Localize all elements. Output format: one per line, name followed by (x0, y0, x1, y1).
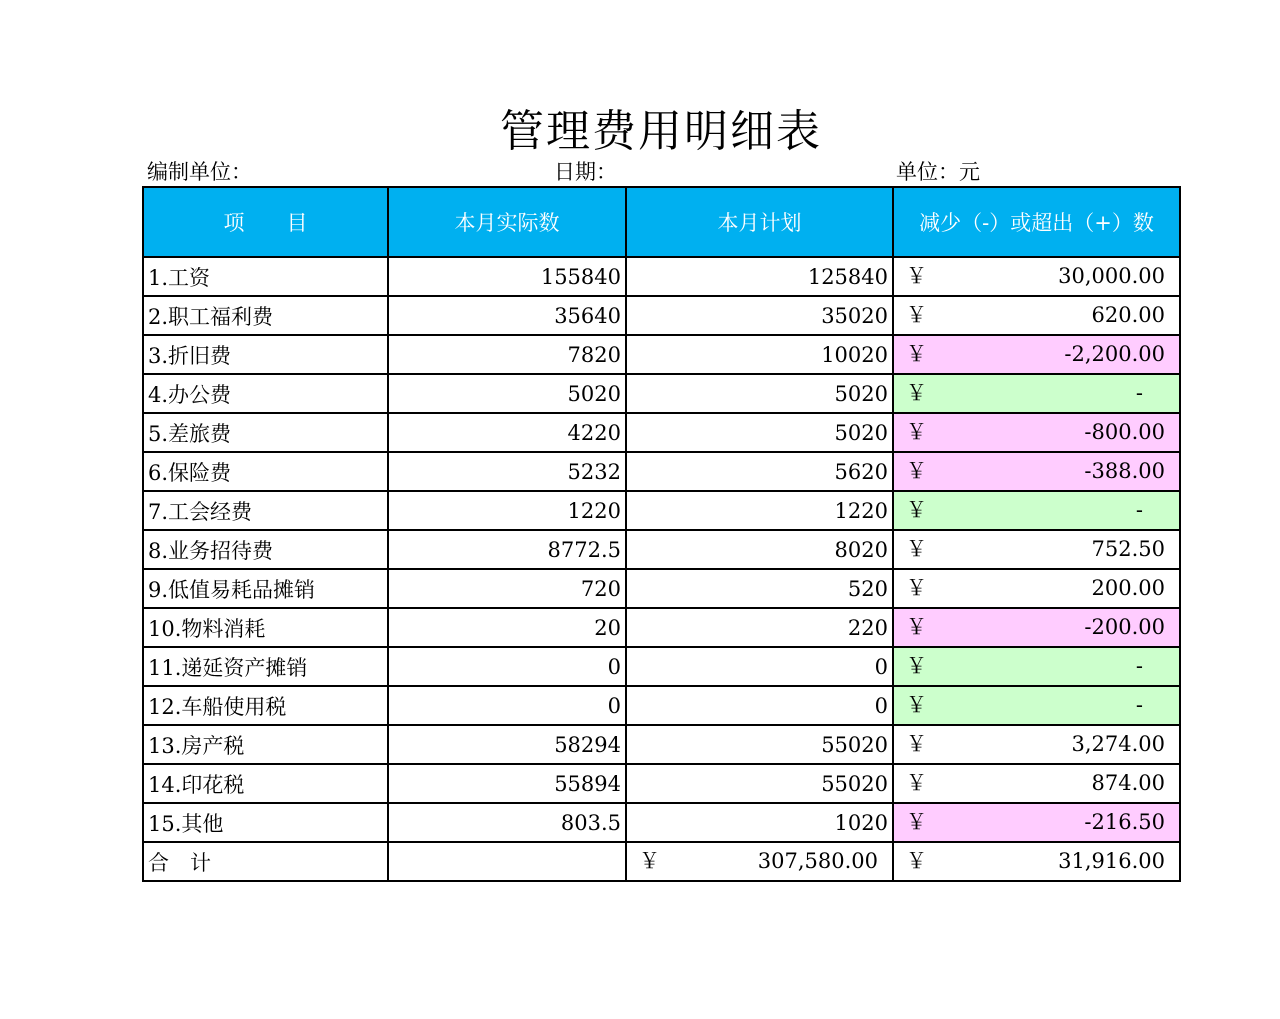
actual-cell[interactable]: 0 (388, 647, 626, 686)
actual-cell[interactable]: 4220 (388, 413, 626, 452)
actual-cell[interactable]: 5020 (388, 374, 626, 413)
table-row (143, 335, 1180, 374)
plan-cell[interactable]: 1220 (626, 491, 893, 530)
total-diff-cell[interactable] (893, 842, 1180, 881)
item-cell[interactable]: 9.低值易耗品摊销 (143, 569, 388, 608)
currency-symbol: ￥ (906, 264, 927, 288)
diff-value: -388.00 (1084, 459, 1165, 483)
total-diff-value: 31,916.00 (1058, 849, 1165, 873)
item-cell[interactable]: 13.房产税 (143, 725, 388, 764)
diff-value: - (1135, 654, 1143, 678)
diff-cell[interactable] (893, 764, 1180, 803)
diff-cell[interactable] (893, 296, 1180, 335)
currency-symbol: ￥ (906, 498, 927, 522)
item-cell[interactable]: 4.办公费 (143, 374, 388, 413)
item-cell[interactable]: 12.车船使用税 (143, 686, 388, 725)
table-row (143, 296, 1180, 335)
plan-cell[interactable]: 10020 (626, 335, 893, 374)
plan-cell[interactable]: 55020 (626, 764, 893, 803)
diff-value: - (1135, 381, 1143, 405)
total-label: 合 计 (148, 850, 211, 875)
diff-cell[interactable] (893, 374, 1180, 413)
table-row (143, 491, 1180, 530)
table-row (143, 569, 1180, 608)
item-cell[interactable]: 6.保险费 (143, 452, 388, 491)
total-actual-cell[interactable] (388, 842, 626, 881)
date-label: 日期： (554, 160, 617, 184)
diff-value: -800.00 (1084, 420, 1165, 444)
diff-value: - (1135, 498, 1143, 522)
total-row (143, 842, 1180, 881)
plan-cell[interactable]: 220 (626, 608, 893, 647)
currency-symbol: ￥ (906, 576, 927, 600)
item-cell[interactable]: 1.工资 (143, 257, 388, 296)
diff-cell[interactable] (893, 257, 1180, 296)
diff-value: 620.00 (1091, 303, 1165, 327)
diff-cell[interactable] (893, 569, 1180, 608)
currency-symbol: ￥ (906, 342, 927, 366)
diff-value: 200.00 (1091, 576, 1165, 600)
diff-value: 752.50 (1091, 537, 1165, 561)
diff-value: - (1135, 693, 1143, 717)
total-label-cell[interactable] (143, 842, 388, 881)
item-cell[interactable]: 11.递延资产摊销 (143, 647, 388, 686)
currency-symbol: ￥ (906, 810, 927, 834)
item-cell[interactable]: 10.物料消耗 (143, 608, 388, 647)
table-row (143, 803, 1180, 842)
diff-value: -2,200.00 (1064, 342, 1165, 366)
actual-cell[interactable]: 5232 (388, 452, 626, 491)
plan-cell[interactable]: 55020 (626, 725, 893, 764)
plan-cell[interactable]: 520 (626, 569, 893, 608)
item-cell[interactable]: 15.其他 (143, 803, 388, 842)
currency-symbol: ￥ (906, 381, 927, 405)
actual-cell[interactable]: 55894 (388, 764, 626, 803)
item-cell[interactable]: 14.印花税 (143, 764, 388, 803)
header-item[interactable]: 项 目 (143, 187, 388, 257)
diff-value: -216.50 (1084, 810, 1165, 834)
diff-cell[interactable] (893, 725, 1180, 764)
actual-cell[interactable]: 7820 (388, 335, 626, 374)
diff-cell[interactable] (893, 647, 1180, 686)
diff-value: -200.00 (1084, 615, 1165, 639)
actual-cell[interactable]: 803.5 (388, 803, 626, 842)
currency-symbol: ￥ (906, 654, 927, 678)
table-row (143, 413, 1180, 452)
plan-cell[interactable]: 5620 (626, 452, 893, 491)
diff-cell[interactable] (893, 530, 1180, 569)
actual-cell[interactable]: 155840 (388, 257, 626, 296)
diff-value: 30,000.00 (1058, 264, 1165, 288)
plan-cell[interactable]: 125840 (626, 257, 893, 296)
table-row (143, 452, 1180, 491)
table-row (143, 764, 1180, 803)
currency-symbol: ￥ (906, 771, 927, 795)
table-row (143, 374, 1180, 413)
expense-table (142, 186, 1181, 882)
currency-symbol: ￥ (906, 459, 927, 483)
total-plan-cell[interactable] (626, 842, 893, 881)
actual-cell[interactable]: 58294 (388, 725, 626, 764)
header-diff[interactable]: 减少（-）或超出（+）数 (893, 187, 1180, 257)
diff-cell[interactable] (893, 491, 1180, 530)
table-row (143, 257, 1180, 296)
diff-value: 3,274.00 (1071, 732, 1165, 756)
header-plan[interactable]: 本月计划 (626, 187, 893, 257)
plan-cell[interactable]: 5020 (626, 374, 893, 413)
plan-cell[interactable]: 35020 (626, 296, 893, 335)
diff-value: 874.00 (1091, 771, 1165, 795)
table-row (143, 647, 1180, 686)
plan-cell[interactable]: 1020 (626, 803, 893, 842)
actual-cell[interactable]: 20 (388, 608, 626, 647)
table-body (143, 257, 1180, 842)
currency-symbol: ￥ (906, 732, 927, 756)
item-cell[interactable]: 7.工会经费 (143, 491, 388, 530)
total-diff-currency: ￥ (906, 849, 927, 873)
plan-cell[interactable]: 0 (626, 647, 893, 686)
table-row (143, 530, 1180, 569)
actual-cell[interactable]: 8772.5 (388, 530, 626, 569)
table-row (143, 725, 1180, 764)
plan-cell[interactable]: 8020 (626, 530, 893, 569)
actual-cell[interactable]: 35640 (388, 296, 626, 335)
diff-cell[interactable] (893, 452, 1180, 491)
item-cell[interactable]: 2.职工福利费 (143, 296, 388, 335)
unit-label: 单位：元 (896, 160, 980, 184)
diff-cell[interactable] (893, 413, 1180, 452)
total-plan-currency: ￥ (639, 849, 660, 873)
currency-symbol: ￥ (906, 303, 927, 327)
diff-cell[interactable] (893, 803, 1180, 842)
plan-cell[interactable]: 0 (626, 686, 893, 725)
actual-cell[interactable]: 720 (388, 569, 626, 608)
diff-cell[interactable] (893, 608, 1180, 647)
diff-cell[interactable] (893, 686, 1180, 725)
table-row (143, 686, 1180, 725)
currency-symbol: ￥ (906, 537, 927, 561)
header-row (143, 187, 1180, 257)
diff-cell[interactable] (893, 335, 1180, 374)
sheet-title: 管理费用明细表 (500, 106, 822, 157)
item-cell[interactable]: 3.折旧费 (143, 335, 388, 374)
currency-symbol: ￥ (906, 420, 927, 444)
plan-cell[interactable]: 5020 (626, 413, 893, 452)
item-cell[interactable]: 8.业务招待费 (143, 530, 388, 569)
header-actual[interactable]: 本月实际数 (388, 187, 626, 257)
actual-cell[interactable]: 0 (388, 686, 626, 725)
currency-symbol: ￥ (906, 615, 927, 639)
table-row (143, 608, 1180, 647)
item-cell[interactable]: 5.差旅费 (143, 413, 388, 452)
actual-cell[interactable]: 1220 (388, 491, 626, 530)
currency-symbol: ￥ (906, 693, 927, 717)
unit-org-label: 编制单位： (147, 160, 252, 184)
total-plan-value: 307,580.00 (757, 849, 878, 873)
